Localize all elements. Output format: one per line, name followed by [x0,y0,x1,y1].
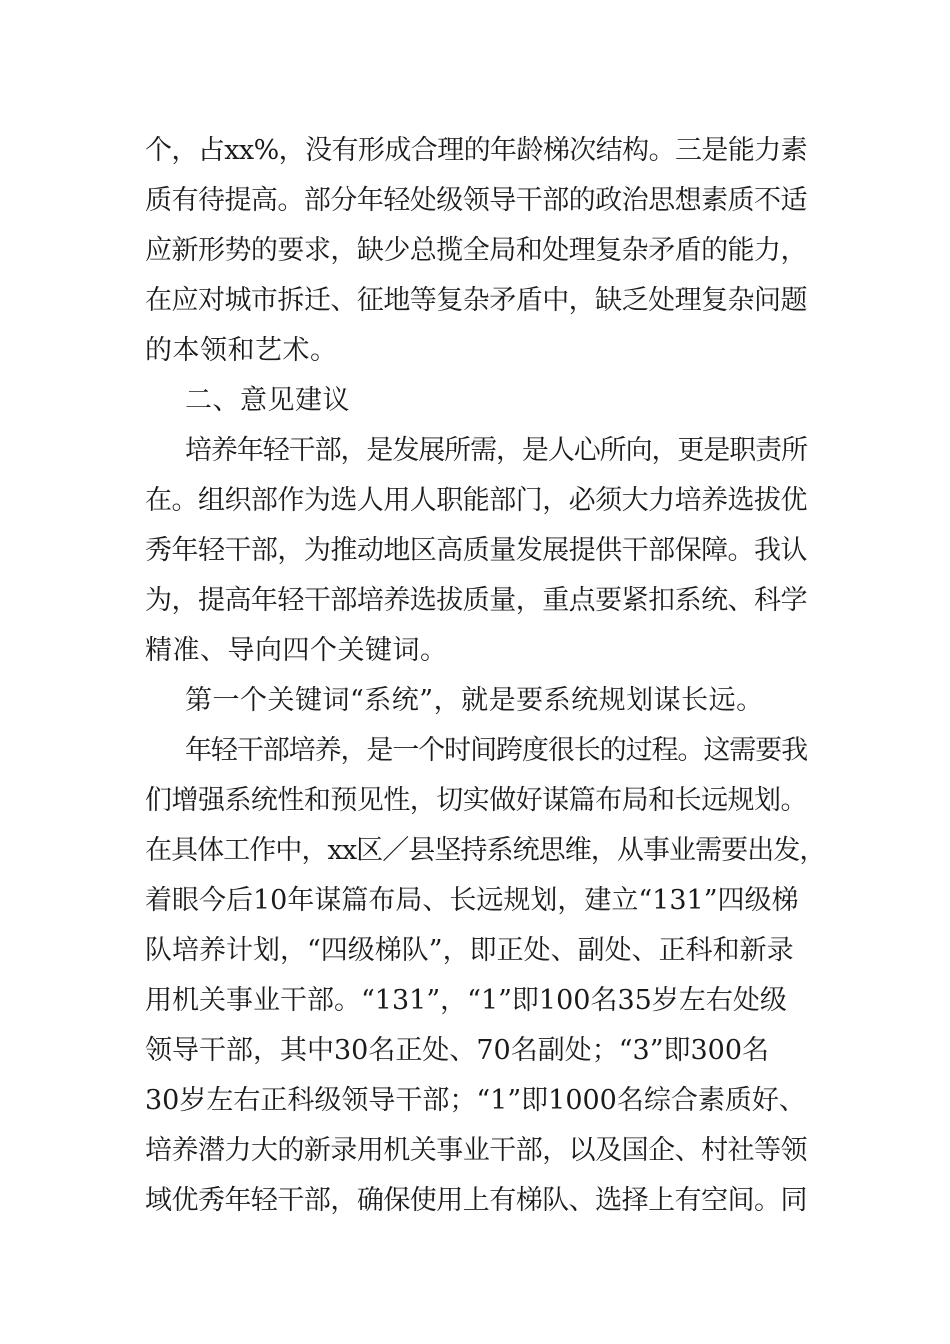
text-line: 在具体工作中，xx区／县坚持系统思维，从事业需要出发， [145,835,826,866]
text-line: 队培养计划，“四级梯队”，即正处、副处、正科和新录 [145,935,794,966]
text-line: 用机关事业干部。“131”，“1”即100名35岁左右处级 [145,985,787,1016]
text-line: 们增强系统性和预见性，切实做好谋篇布局和长远规划。 [145,785,807,816]
text-line: 质有待提高。部分年轻处级领导干部的政治思想素质不适 [145,185,807,216]
text-line: 秀年轻干部，为推动地区高质量发展提供干部保障。我认 [145,535,807,566]
text-line: 个，占xx%，没有形成合理的年龄梯次结构。三是能力素 [145,135,808,166]
text-line: 领导干部，其中30名正处、70名副处；“3”即300名 [145,1035,770,1066]
text-line: 应新形势的要求，缺少总揽全局和处理复杂矛盾的能力， [145,235,807,266]
text-line: 为，提高年轻干部培养选拔质量，重点要紧扣系统、科学 [145,585,807,616]
text-line: 年轻干部培养，是一个时间跨度很长的过程。这需要我 [185,735,807,766]
text-line: 精准、导向四个关键词。 [145,635,448,666]
section-heading: 二、意见建议 [185,385,350,416]
keyword-heading: 第一个关键词“系统”，就是要系统规划谋长远。 [185,685,764,716]
text-line: 在应对城市拆迁、征地等复杂矛盾中，缺乏处理复杂问题 [145,285,807,316]
text-line: 在。组织部作为选人用人职能部门，必须大力培养选拔优 [145,485,807,516]
text-line: 着眼今后10年谋篇布局、长远规划，建立“131”四级梯 [145,885,799,916]
text-line: 培养潜力大的新录用机关事业干部，以及国企、村社等领 [145,1135,807,1166]
text-line: 培养年轻干部，是发展所需，是人心所向，更是职责所 [185,435,807,466]
text-line: 的本领和艺术。 [145,335,338,366]
text-line: 域优秀年轻干部，确保使用上有梯队、选择上有空间。同 [145,1185,807,1216]
text-line: 30岁左右正科级领导干部；“1”即1000名综合素质好、 [145,1085,806,1116]
